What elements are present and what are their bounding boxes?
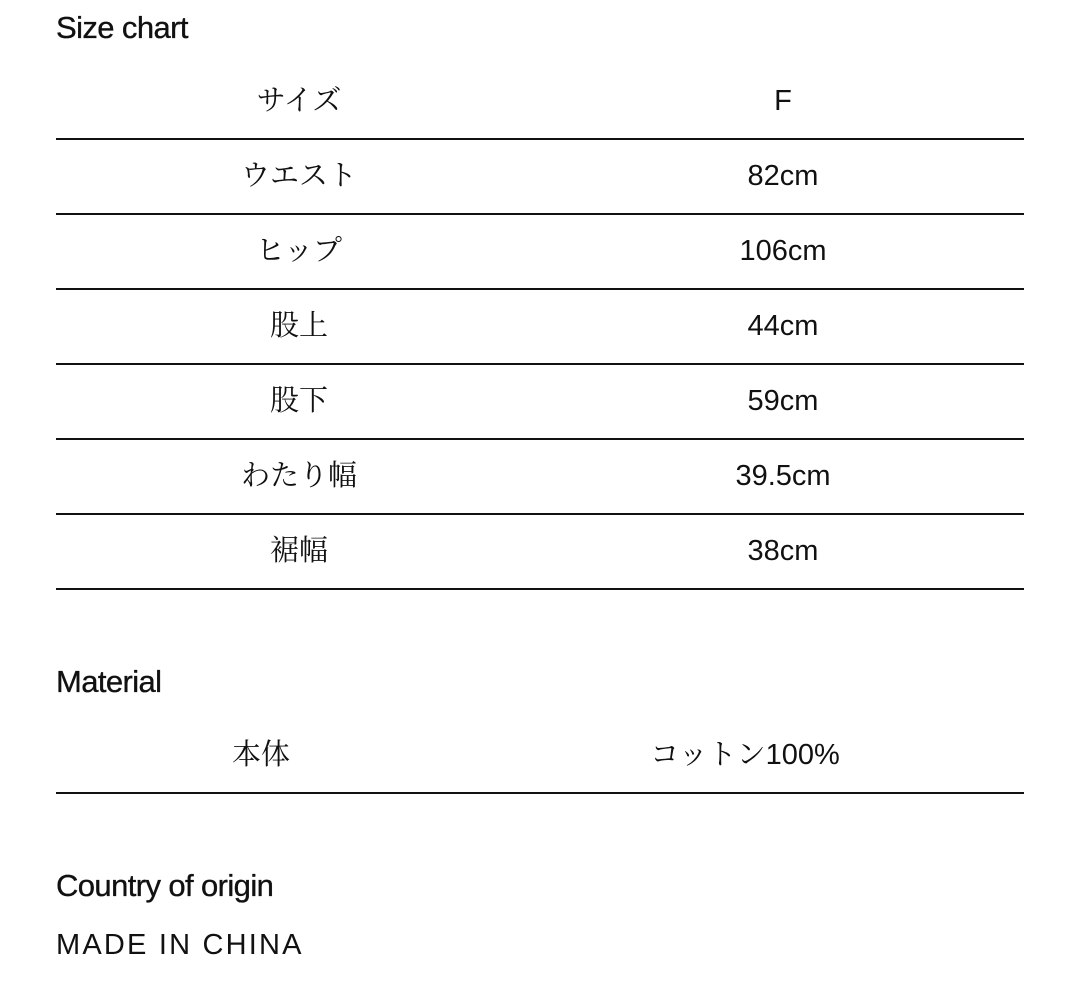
thigh-width-label: わたり幅 xyxy=(240,460,357,492)
rise-label: 股上 xyxy=(269,310,328,342)
thigh-width-value: 39.5cm xyxy=(735,460,831,492)
country-of-origin-title: Country of origin xyxy=(56,868,274,903)
size-chart-title: Size chart xyxy=(56,10,188,45)
thigh-width-row xyxy=(56,440,1024,515)
hem-width-value: 38cm xyxy=(747,535,819,567)
size-chart-table xyxy=(56,65,1024,590)
hip-label: ヒップ xyxy=(255,235,343,267)
hem-width-label: 裾幅 xyxy=(269,535,328,567)
material-table xyxy=(56,719,1024,794)
hip-value: 106cm xyxy=(739,235,827,267)
size-row xyxy=(56,65,1024,140)
material-title: Material xyxy=(56,664,162,699)
waist-value: 82cm xyxy=(747,160,819,192)
hem-width-row xyxy=(56,515,1024,590)
rise-value: 44cm xyxy=(747,310,819,342)
inseam-value: 59cm xyxy=(747,385,819,417)
waist-label: ウエスト xyxy=(240,160,357,192)
size-label: サイズ xyxy=(256,85,342,117)
waist-row xyxy=(56,140,1024,215)
rise-row xyxy=(56,290,1024,365)
hip-row xyxy=(56,215,1024,290)
country-of-origin-value: MADE IN CHINA xyxy=(56,929,304,961)
inseam-label: 股下 xyxy=(269,385,328,417)
material-value: コットン100% xyxy=(650,739,840,771)
material-label: 本体 xyxy=(231,739,290,771)
inseam-row xyxy=(56,365,1024,440)
size-value: F xyxy=(774,85,792,117)
material-row xyxy=(56,719,1024,794)
